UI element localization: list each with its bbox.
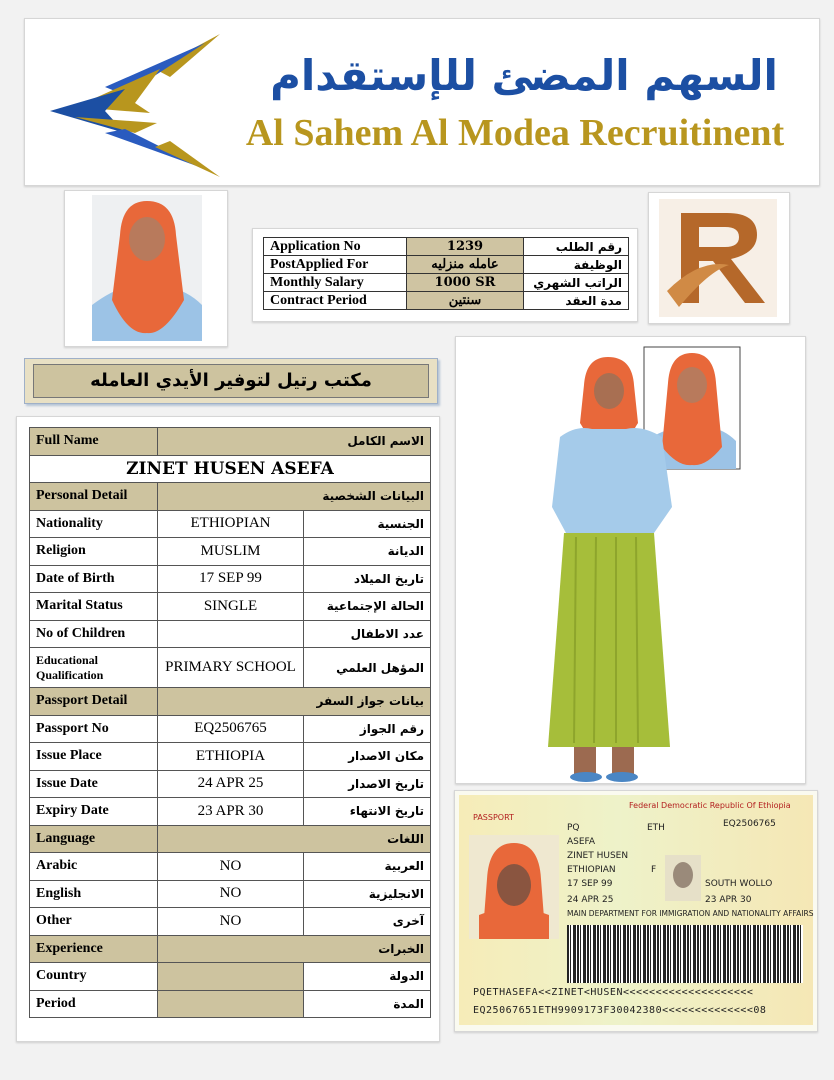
full-body-photo-card xyxy=(455,336,806,784)
table-row xyxy=(264,256,629,274)
row-value: SINGLE xyxy=(158,593,304,621)
row-value xyxy=(158,990,304,1018)
row-label: Country xyxy=(30,963,158,991)
row-label-arabic: المؤهل العلمي xyxy=(304,648,431,688)
passport-authority: MAIN DEPARTMENT FOR IMMIGRATION AND NATIONALITY AFFAIRS xyxy=(567,909,814,918)
table-row xyxy=(30,510,431,538)
company-name-arabic: السهم المضئ للإستقدام xyxy=(270,51,778,100)
row-label-arabic: مكان الاصدار xyxy=(304,743,431,771)
row-label: English xyxy=(30,880,158,908)
section-header-personal xyxy=(30,483,431,511)
application-info-table xyxy=(263,237,629,310)
applicant-portrait-image xyxy=(92,195,202,341)
row-label-arabic: آخرى xyxy=(304,908,431,936)
row-label: Arabic xyxy=(30,853,158,881)
passport-barcode xyxy=(567,925,803,983)
row-label: No of Children xyxy=(30,620,158,648)
row-value: MUSLIM xyxy=(158,538,304,566)
row-label-arabic: الوظيفة xyxy=(524,256,629,274)
table-row xyxy=(30,593,431,621)
language-label: Language xyxy=(30,825,158,853)
passport-nationality: ETHIOPIAN xyxy=(567,865,616,875)
full-name-label: Full Name xyxy=(30,428,158,456)
row-label-arabic: تاريخ الاصدار xyxy=(304,770,431,798)
table-row xyxy=(264,238,629,256)
table-row xyxy=(30,715,431,743)
table-row xyxy=(30,853,431,881)
passport-header: Federal Democratic Republic Of Ethiopia xyxy=(629,801,791,810)
row-label: Educational Qualification xyxy=(30,648,158,688)
row-value: EQ2506765 xyxy=(158,715,304,743)
passport-ghost-photo-image xyxy=(665,855,701,901)
passport-issue-date: 24 APR 25 xyxy=(567,895,614,905)
passport-dob: 17 SEP 99 xyxy=(567,879,613,889)
office-name-banner xyxy=(24,358,438,404)
table-row xyxy=(30,880,431,908)
applicant-details-card xyxy=(16,416,440,1042)
row-label-arabic: الجنسية xyxy=(304,510,431,538)
row-label: Passport No xyxy=(30,715,158,743)
row-label: Marital Status xyxy=(30,593,158,621)
experience-label: Experience xyxy=(30,935,158,963)
row-value xyxy=(158,620,304,648)
row-label-arabic: الحالة الإجتماعية xyxy=(304,593,431,621)
passport-expiry-date: 23 APR 30 xyxy=(705,895,752,905)
row-value: NO xyxy=(158,908,304,936)
table-row xyxy=(30,620,431,648)
header-banner xyxy=(24,18,820,186)
row-label: Religion xyxy=(30,538,158,566)
language-label-arabic: اللغات xyxy=(158,825,431,853)
applicant-details-table xyxy=(29,427,431,1018)
row-label-arabic: العربية xyxy=(304,853,431,881)
passport-scan-card xyxy=(454,790,818,1032)
row-label: Expiry Date xyxy=(30,798,158,826)
row-value: عامله منزليه xyxy=(407,256,524,274)
row-label: Contract Period xyxy=(264,292,407,310)
row-value: سنتين xyxy=(407,292,524,310)
table-row xyxy=(30,990,431,1018)
row-label: Application No xyxy=(264,238,407,256)
passport-mrz-line-1: PQETHASEFA<<ZINET<HUSEN<<<<<<<<<<<<<<<<<<<< xyxy=(473,987,754,998)
company-name-english: Al Sahem Al Modea Recruitinent xyxy=(245,112,785,154)
row-label: Monthly Salary xyxy=(264,274,407,292)
row-label-arabic: مدة العقد xyxy=(524,292,629,310)
table-row xyxy=(30,963,431,991)
row-value: 1000 SR xyxy=(407,274,524,292)
full-name-value: ZINET HUSEN ASEFA xyxy=(30,455,431,483)
row-value xyxy=(158,963,304,991)
passport-country-code: ETH xyxy=(647,823,665,833)
row-label: Period xyxy=(30,990,158,1018)
table-row xyxy=(30,770,431,798)
table-row xyxy=(30,648,431,688)
arrow-logo-icon xyxy=(45,29,225,179)
full-name-label-arabic: الاسم الكامل xyxy=(158,428,431,456)
row-value: ETHIOPIA xyxy=(158,743,304,771)
row-label-arabic: عدد الاطفال xyxy=(304,620,431,648)
row-label-arabic: رقم الجواز xyxy=(304,715,431,743)
row-value: 24 APR 25 xyxy=(158,770,304,798)
full-name-row xyxy=(30,455,431,483)
passport-number: EQ2506765 xyxy=(723,819,776,829)
personal-detail-label: Personal Detail xyxy=(30,483,158,511)
table-row xyxy=(30,743,431,771)
row-label: Issue Date xyxy=(30,770,158,798)
section-header-passport xyxy=(30,688,431,716)
r-logo-icon xyxy=(659,199,777,317)
passport-photo-image xyxy=(469,835,559,939)
passport-sex: F xyxy=(651,865,657,875)
section-header-experience xyxy=(30,935,431,963)
passport-detail-label: Passport Detail xyxy=(30,688,158,716)
row-value: PRIMARY SCHOOL xyxy=(158,648,304,688)
table-row xyxy=(30,565,431,593)
row-label-arabic: الديانة xyxy=(304,538,431,566)
row-label-arabic: الراتب الشهري xyxy=(524,274,629,292)
passport-given-names: ZINET HUSEN xyxy=(567,851,629,861)
row-value: 1239 xyxy=(407,238,524,256)
row-label-arabic: المدة xyxy=(304,990,431,1018)
applicant-photo-card xyxy=(64,190,228,347)
office-name: مكتب رتيل لتوفير الأيدي العامله xyxy=(33,364,429,398)
passport-scan xyxy=(459,795,813,1025)
row-label-arabic: الانجليزية xyxy=(304,880,431,908)
section-header-full-name xyxy=(30,428,431,456)
row-value: ETHIOPIAN xyxy=(158,510,304,538)
application-info-card xyxy=(252,228,638,322)
table-row xyxy=(264,274,629,292)
passport-mrz-line-2: EQ25067651ETH9909173F30042380<<<<<<<<<<<<<<08 xyxy=(473,1005,767,1016)
row-label: Issue Place xyxy=(30,743,158,771)
table-row xyxy=(30,908,431,936)
personal-detail-label-arabic: البيانات الشخصية xyxy=(158,483,431,511)
full-body-photo-image xyxy=(456,337,805,783)
row-label-arabic: تاريخ الميلاد xyxy=(304,565,431,593)
row-value: 23 APR 30 xyxy=(158,798,304,826)
row-label: PostApplied For xyxy=(264,256,407,274)
row-value: 17 SEP 99 xyxy=(158,565,304,593)
row-label-arabic: تاريخ الانتهاء xyxy=(304,798,431,826)
table-row xyxy=(264,292,629,310)
passport-type: PQ xyxy=(567,823,580,833)
row-value: NO xyxy=(158,853,304,881)
row-label: Other xyxy=(30,908,158,936)
experience-label-arabic: الخبرات xyxy=(158,935,431,963)
table-row xyxy=(30,798,431,826)
passport-detail-label-arabic: بيانات جواز السفر xyxy=(158,688,431,716)
row-label: Nationality xyxy=(30,510,158,538)
table-row xyxy=(30,538,431,566)
row-label-arabic: رقم الطلب xyxy=(524,238,629,256)
row-label-arabic: الدولة xyxy=(304,963,431,991)
passport-surname: ASEFA xyxy=(567,837,596,847)
office-logo-card xyxy=(648,192,790,324)
passport-place-of-birth: SOUTH WOLLO xyxy=(705,879,773,889)
row-label: Date of Birth xyxy=(30,565,158,593)
passport-doc-label: PASSPORT xyxy=(473,813,514,822)
section-header-language xyxy=(30,825,431,853)
row-value: NO xyxy=(158,880,304,908)
